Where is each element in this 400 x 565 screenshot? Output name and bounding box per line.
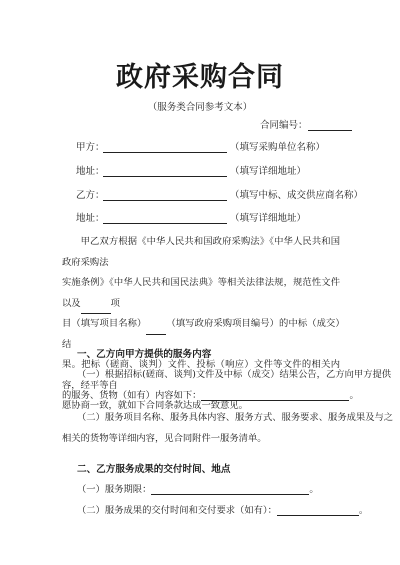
party-a-address-label: 地址：	[76, 166, 105, 177]
document-title: 政府采购合同	[116, 62, 284, 93]
section-1-item-2-line-2: 相关的货物等详细内容，见合同附件一服务清单。	[62, 433, 267, 444]
party-b-blank	[103, 200, 227, 201]
party-a-hint: （填写采购单位名称）	[230, 142, 326, 153]
contract-number-blank	[308, 119, 352, 131]
party-b-hint: （填写中标、成交供应商名称）	[230, 190, 364, 201]
contract-number	[260, 117, 352, 131]
intro-line-3-end: （填写政府采购项目编号）的中标（成交）结	[62, 318, 340, 350]
intro-line-2	[62, 273, 340, 314]
service-content-blank	[201, 389, 349, 401]
party-a-blank	[103, 152, 227, 153]
service-period-end: 。	[309, 484, 319, 495]
document-subtitle: （服务类合同参考文本）	[147, 102, 253, 113]
intro-line-1: 甲乙双方根据《中华人民共和国政府采购法》《中华人民共和国政府采购法	[62, 236, 340, 268]
project-blank	[81, 302, 111, 314]
party-a-address-blank	[103, 176, 227, 177]
section-1-item-2-line-1: （二）服务项目名称、服务具体内容、服务方式、服务要求、服务成果及与之	[77, 412, 394, 423]
party-b-address-label: 地址：	[76, 213, 105, 224]
intro-line-2-end: 项	[110, 297, 120, 309]
intro-line-3-text: 目（填写项目名称）	[62, 318, 147, 329]
intro-line-4: 果。把标（磋商、谈判）文件、投标（响应）文件等文件的相关内容，经平等自	[62, 359, 340, 391]
section-1-item-1-line-1: （一）根据招标(磋商、谈判)文件及中标（成交）结果公告，乙方向甲方提供	[77, 369, 392, 380]
section-2-heading: 二、乙方服务成果的交付时间、地点	[77, 464, 231, 475]
section-1-item-1-line-2	[62, 387, 359, 401]
section-1-heading: 一、乙方向甲方提供的服务内容	[77, 349, 212, 360]
service-period-blank	[151, 483, 309, 495]
party-a-address-hint: （填写详细地址）	[230, 166, 307, 177]
party-b-address-blank	[103, 223, 227, 224]
party-b-address-hint: （填写详细地址）	[230, 213, 307, 224]
delivery-requirements-blank	[277, 504, 359, 516]
party-b-label: 乙方：	[76, 190, 105, 201]
project-name-blank	[146, 323, 166, 335]
section-1-item-1-text: 的服务、货物（如有）内容如下：	[62, 390, 202, 401]
delivery-requirements-end: 。	[358, 505, 369, 516]
intro-line-2-text: 实施条例》《中华人民共和国民法典》等相关法律法规，规范性文件以及	[62, 277, 340, 309]
delivery-requirements-label: （二）服务成果的交付时间和交付要求（如有）：	[77, 505, 277, 516]
intro-line-5: 愿协商一致，就如下合同条款达成一致意见。	[62, 400, 248, 411]
service-period-label: （一）服务期限：	[77, 484, 152, 495]
section-2-item-2	[77, 502, 368, 516]
party-a-label: 甲方：	[76, 142, 105, 153]
section-2-item-1	[77, 481, 319, 495]
contract-number-label: 合同编号：	[260, 120, 308, 131]
section-1-item-1-end: 。	[349, 390, 359, 401]
